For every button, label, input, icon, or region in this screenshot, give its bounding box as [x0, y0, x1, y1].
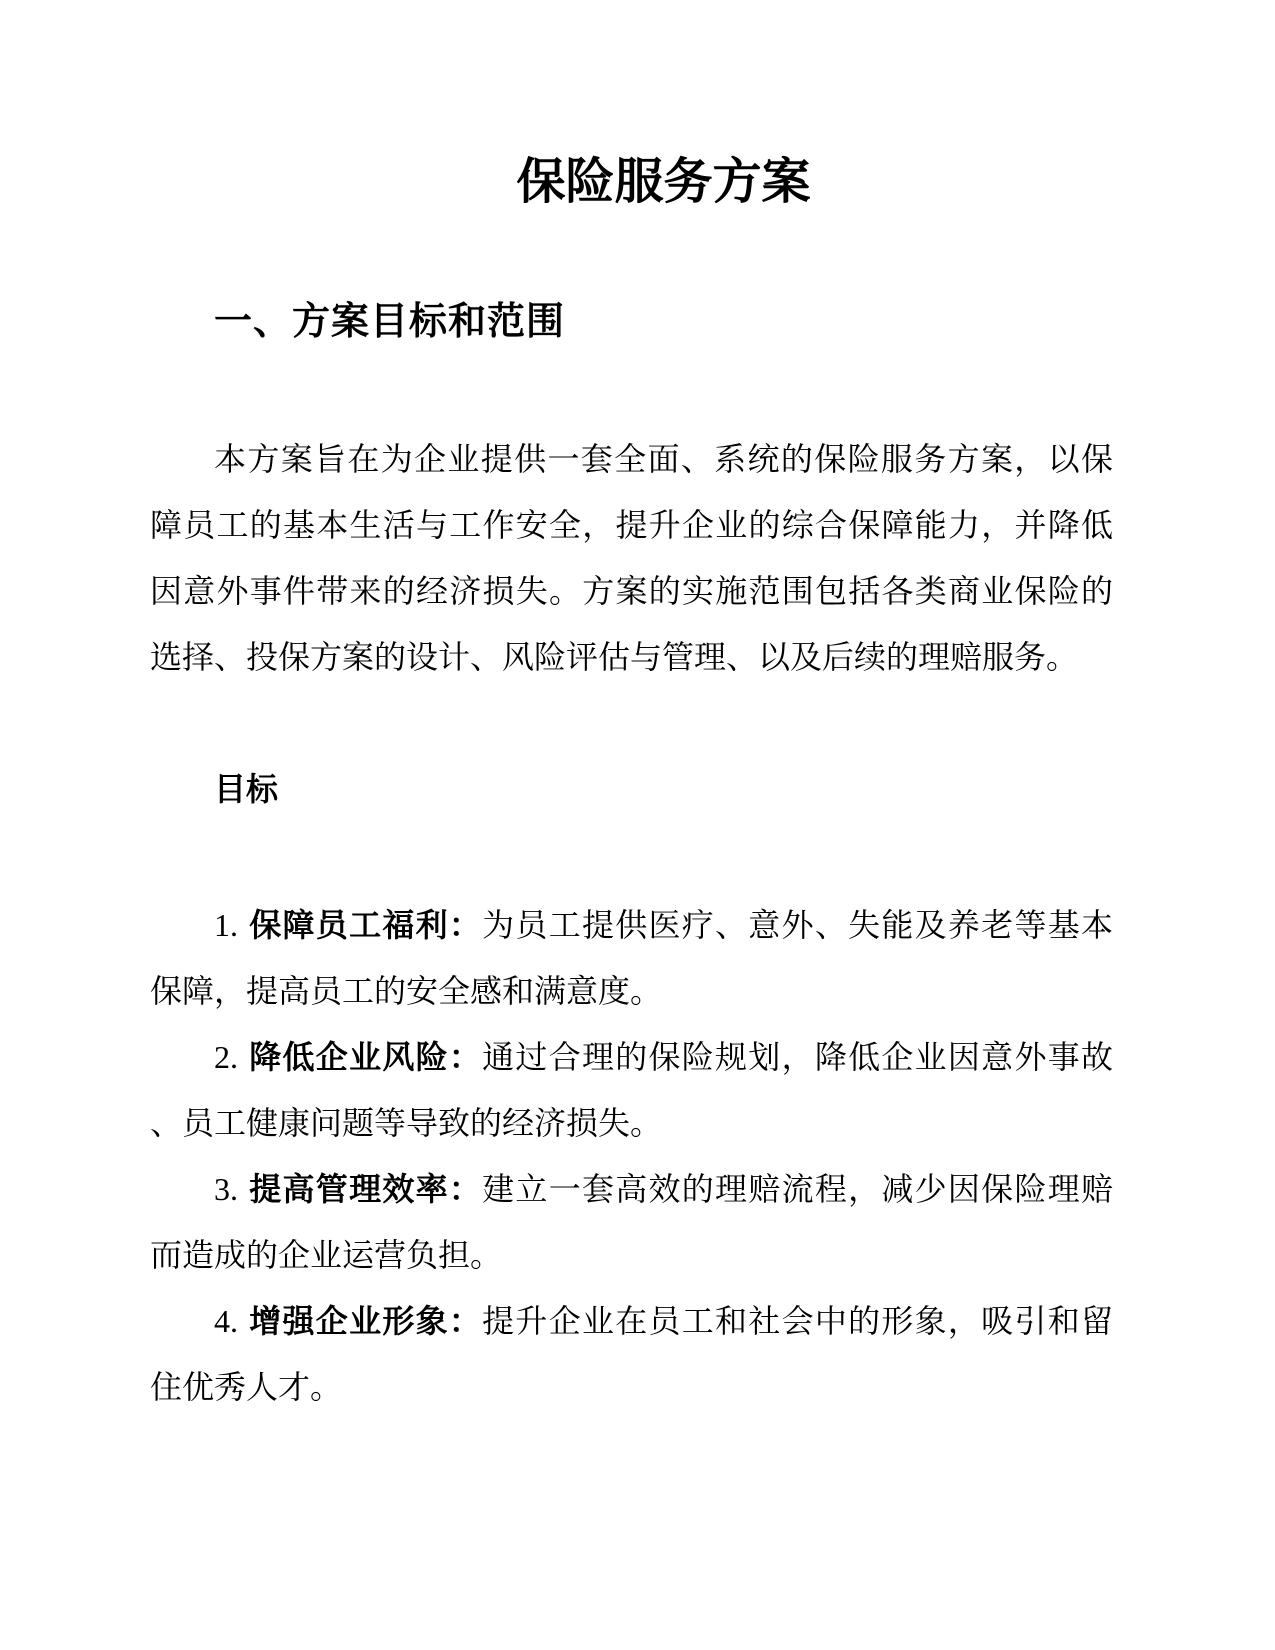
- goal-item-line: [150, 1090, 1113, 1156]
- goal-text: 、员工健康问题等导致的经济损失。: [150, 1105, 663, 1141]
- goal-item-line: [150, 958, 1113, 1024]
- goals-subheading: 目标: [214, 771, 279, 807]
- goal-item-line: [150, 1354, 1113, 1420]
- goal-number: 3.: [214, 1171, 238, 1207]
- intro-paragraph: [150, 426, 1113, 690]
- goal-text: 提升企业在员工和社会中的形象，吸引和留: [482, 1303, 1113, 1339]
- goal-item-line: [150, 1222, 1113, 1288]
- goal-text: 为员工提供医疗、意外、失能及养老等基本: [482, 907, 1113, 943]
- goal-item-line: [150, 1288, 1113, 1354]
- goal-number: 4.: [214, 1303, 238, 1339]
- goal-label: 降低企业风险：: [248, 1039, 483, 1075]
- document-title: 保险服务方案: [516, 155, 811, 209]
- section-heading: 一、方案目标和范围: [214, 301, 566, 343]
- goal-number: 2.: [214, 1039, 238, 1075]
- goal-item-line: [150, 1024, 1113, 1090]
- goal-item-line: [150, 892, 1113, 958]
- goal-text: 建立一套高效的理赔流程，减少因保险理赔: [482, 1171, 1113, 1207]
- intro-line: 本方案旨在为企业提供一套全面、系统的保险服务方案，以保: [214, 441, 1113, 477]
- goal-number: 1.: [214, 907, 238, 943]
- goal-text: 住优秀人才。: [150, 1369, 343, 1405]
- goal-label: 保障员工福利：: [248, 907, 483, 943]
- goal-item-line: [150, 1156, 1113, 1222]
- goals-list: [150, 892, 1113, 1420]
- goal-label: 增强企业形象：: [248, 1303, 483, 1339]
- goal-label: 提高管理效率：: [248, 1171, 483, 1207]
- intro-line: 因意外事件带来的经济损失。方案的实施范围包括各类商业保险的: [150, 573, 1113, 609]
- goal-text: 而造成的企业运营负担。: [150, 1237, 503, 1273]
- goal-text: 通过合理的保险规划，降低企业因意外事故: [482, 1039, 1113, 1075]
- goal-text: 保障，提高员工的安全感和满意度。: [150, 973, 663, 1009]
- intro-line: 障员工的基本生活与工作安全，提升企业的综合保障能力，并降低: [150, 507, 1113, 543]
- intro-line: 选择、投保方案的设计、风险评估与管理、以及后续的理赔服务。: [150, 639, 1079, 675]
